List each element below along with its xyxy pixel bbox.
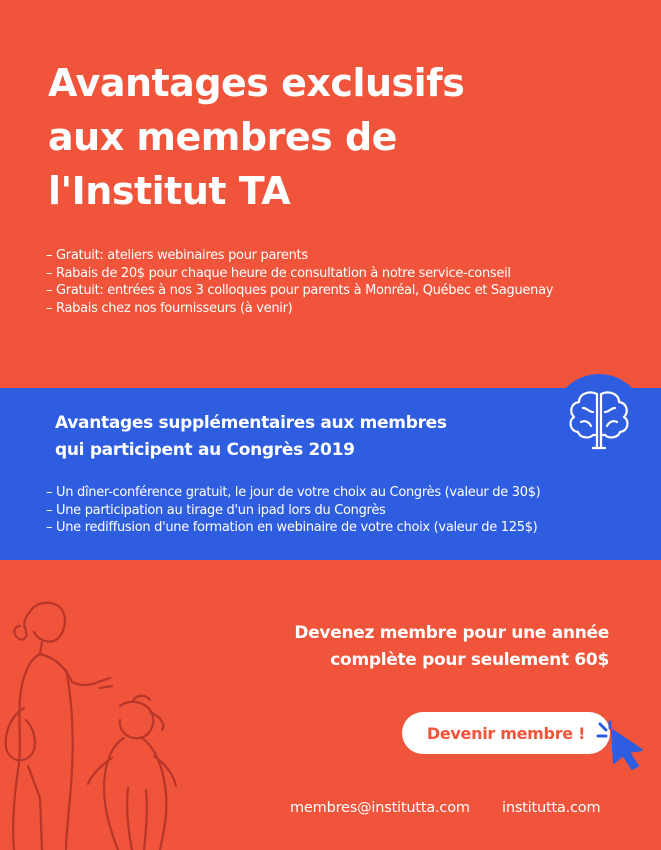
title-line: Avantages exclusifs: [48, 61, 465, 105]
footer-email[interactable]: membres@institutta.com: [290, 800, 470, 816]
list-item: – Une participation au tirage d'un ipad lors du Congrès: [46, 502, 386, 518]
become-member-button[interactable]: Devenir membre !: [402, 712, 610, 754]
title-line: l'Institut TA: [48, 169, 291, 213]
congress-title-line: Avantages supplémentaires aux membres: [55, 413, 447, 433]
list-item: – Une rediffusion d'une formation en webinaire de votre choix (valeur de 125$): [46, 520, 538, 535]
brain-badge: [553, 374, 645, 466]
list-item: – Rabais de 20$ pour chaque heure de consultation à notre service-conseil: [46, 265, 511, 281]
congress-title-line: qui participent au Congrès 2019: [55, 440, 355, 460]
page-title: [48, 56, 464, 218]
congress-perks-list: [46, 484, 540, 537]
list-item: – Rabais chez nos fournisseurs (à venir): [46, 300, 293, 316]
list-item: – Gratuit: entrées à nos 3 colloques pour parents à Monréal, Québec et Saguenay: [46, 283, 554, 298]
click-cursor-icon: [596, 720, 650, 770]
footer-website[interactable]: institutta.com: [502, 800, 601, 816]
cta-text: [294, 620, 609, 674]
family-illustration: [0, 598, 200, 850]
list-item: – Gratuit: ateliers webinaires pour parents: [46, 248, 308, 263]
cta-line: complète pour seulement 60$: [330, 650, 609, 670]
brain-icon: [565, 388, 633, 452]
cta-line: Devenez membre pour une année: [294, 623, 609, 643]
list-item: – Un dîner-conférence gratuit, le jour de votre choix au Congrès (valeur de 30$): [46, 485, 541, 500]
congress-title: [55, 410, 447, 464]
member-perks-list: [46, 247, 553, 317]
title-line: aux membres de: [48, 115, 397, 159]
